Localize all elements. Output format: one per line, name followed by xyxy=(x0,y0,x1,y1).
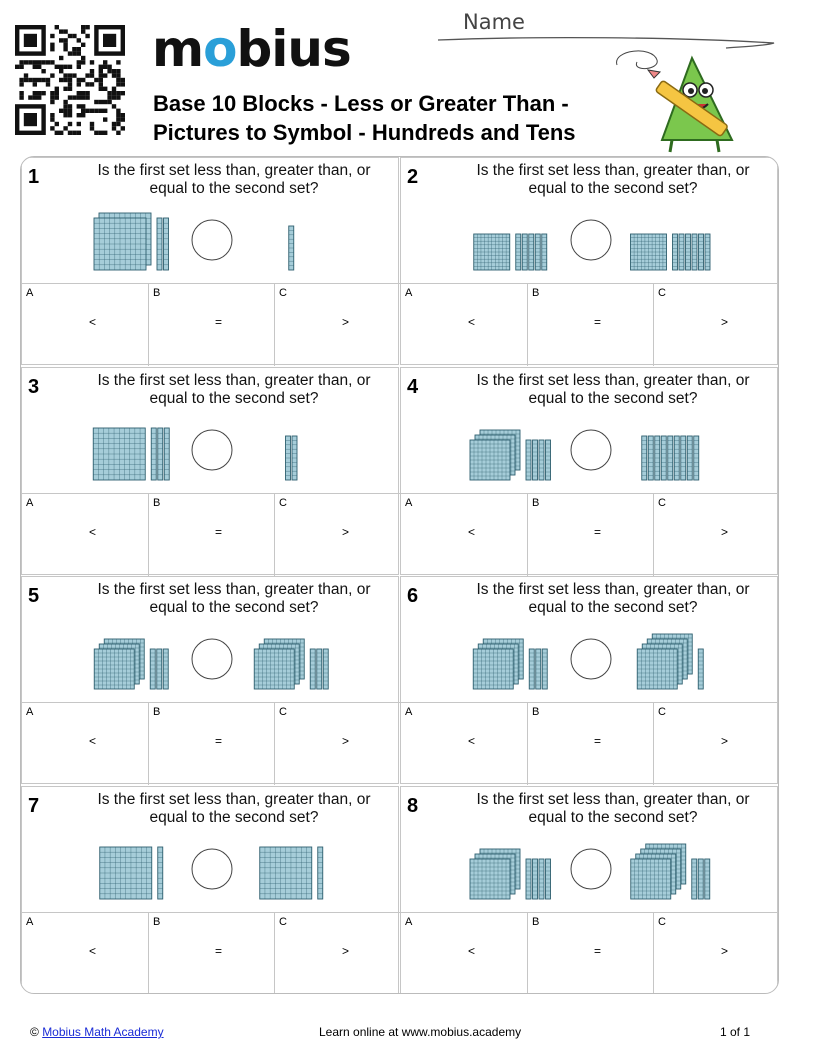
comparison-circle[interactable] xyxy=(192,430,232,470)
answer-choices xyxy=(401,702,779,785)
choice-a[interactable] xyxy=(401,703,527,785)
problem-number: 2 xyxy=(407,166,419,188)
choice-symbol: < xyxy=(468,734,476,748)
problem-number: 8 xyxy=(407,794,419,817)
right-set-blocks xyxy=(286,436,298,480)
choice-letter: B xyxy=(532,915,540,928)
title-line-2: Pictures to Symbol - Hundreds and Tens xyxy=(153,120,576,145)
choice-c[interactable] xyxy=(653,284,779,366)
choice-symbol: > xyxy=(721,734,729,748)
left-set-blocks xyxy=(473,639,547,689)
choice-c[interactable] xyxy=(274,913,400,995)
choice-letter: A xyxy=(405,706,413,718)
right-set-blocks xyxy=(260,847,323,899)
comparison-circle[interactable] xyxy=(571,220,611,260)
choice-b[interactable] xyxy=(148,494,274,576)
choice-symbol: > xyxy=(342,524,350,539)
problem-number: 4 xyxy=(407,375,419,398)
problem-4 xyxy=(400,367,778,575)
choice-symbol: > xyxy=(721,943,729,958)
question-text: Is the first set less than, greater than, or equal to the second set? xyxy=(97,162,371,197)
comparison-circle[interactable] xyxy=(571,849,611,889)
choice-a[interactable] xyxy=(401,494,527,576)
choice-letter: B xyxy=(532,287,540,299)
left-set-blocks xyxy=(470,430,551,480)
page-number: 1 of 1 xyxy=(720,1025,751,1039)
question-text: Is the first set less than, greater than, or equal to the second set? xyxy=(476,581,750,616)
base-ten-figure xyxy=(401,200,779,282)
choice-symbol: < xyxy=(468,315,476,329)
choice-b[interactable] xyxy=(527,703,653,785)
choice-symbol: > xyxy=(342,943,350,958)
choice-symbol: > xyxy=(721,315,729,329)
choice-b[interactable] xyxy=(527,913,653,995)
right-set-blocks xyxy=(631,844,710,899)
footer-left xyxy=(30,1025,164,1039)
choice-letter: C xyxy=(658,915,666,928)
choice-a[interactable] xyxy=(401,284,527,366)
choice-a[interactable] xyxy=(22,703,148,785)
choice-symbol: > xyxy=(721,524,729,539)
choice-b[interactable] xyxy=(148,913,274,995)
choice-letter: A xyxy=(26,706,34,718)
choice-symbol: < xyxy=(89,524,97,539)
choice-letter: C xyxy=(658,706,666,718)
choice-letter: B xyxy=(153,496,161,509)
choice-letter: B xyxy=(153,287,161,299)
choice-letter: B xyxy=(153,915,161,928)
question-text: Is the first set less than, greater than, or equal to the second set? xyxy=(97,790,371,826)
choice-symbol: = xyxy=(215,734,223,748)
choice-letter: B xyxy=(532,496,540,509)
page-title xyxy=(153,89,576,147)
choice-symbol: = xyxy=(594,315,602,329)
academy-link[interactable]: Mobius Math Academy xyxy=(42,1025,164,1039)
choice-b[interactable] xyxy=(527,494,653,576)
choice-letter: A xyxy=(405,287,413,299)
answer-choices xyxy=(22,493,400,576)
base-ten-figure xyxy=(401,619,779,701)
choice-b[interactable] xyxy=(527,284,653,366)
mascot-pencil-icon xyxy=(612,40,742,160)
answer-choices xyxy=(401,493,779,576)
base-ten-figure xyxy=(22,829,400,911)
choice-letter: A xyxy=(26,915,34,928)
title-line-1: Base 10 Blocks - Less or Greater Than - xyxy=(153,91,569,116)
choice-a[interactable] xyxy=(22,284,148,366)
problem-1 xyxy=(21,157,399,365)
choice-letter: A xyxy=(26,496,34,509)
answer-choices xyxy=(22,283,400,366)
choice-letter: C xyxy=(658,287,666,299)
answer-choices xyxy=(401,912,779,995)
problem-number: 3 xyxy=(28,375,40,398)
comparison-circle[interactable] xyxy=(571,639,611,679)
mobius-logo xyxy=(152,20,351,78)
choice-c[interactable] xyxy=(653,494,779,576)
choice-letter: B xyxy=(532,706,540,718)
choice-letter: C xyxy=(279,496,287,509)
answer-choices xyxy=(401,283,779,366)
question-text: Is the first set less than, greater than, or equal to the second set? xyxy=(476,371,750,407)
left-set-blocks xyxy=(100,847,163,899)
problem-8 xyxy=(400,786,778,994)
choice-symbol: > xyxy=(342,315,350,329)
answer-choices xyxy=(22,702,400,785)
question-text: Is the first set less than, greater than, or equal to the second set? xyxy=(476,162,750,197)
choice-a[interactable] xyxy=(22,913,148,995)
problem-2 xyxy=(400,157,778,365)
choice-letter: C xyxy=(279,915,287,928)
choice-symbol: = xyxy=(594,524,602,539)
answer-choices xyxy=(22,912,400,995)
logo-text: mobius xyxy=(152,20,351,78)
problem-number: 1 xyxy=(28,166,40,188)
left-set-blocks xyxy=(474,234,547,270)
right-set-blocks xyxy=(642,436,699,480)
base-ten-figure xyxy=(22,200,400,282)
right-set-blocks xyxy=(289,226,294,270)
choice-letter: A xyxy=(26,287,34,299)
right-set-blocks xyxy=(637,634,703,689)
choice-symbol: < xyxy=(468,524,476,539)
choice-c[interactable] xyxy=(274,494,400,576)
choice-c[interactable] xyxy=(653,703,779,785)
problems-grid xyxy=(20,156,779,994)
choice-c[interactable] xyxy=(274,284,400,366)
comparison-circle[interactable] xyxy=(192,639,232,679)
question-text: Is the first set less than, greater than, or equal to the second set? xyxy=(476,790,750,826)
choice-c[interactable] xyxy=(653,913,779,995)
comparison-circle[interactable] xyxy=(571,430,611,470)
base-ten-figure xyxy=(401,410,779,492)
choice-symbol: = xyxy=(215,315,223,329)
problem-number: 7 xyxy=(28,794,40,817)
problem-6 xyxy=(400,576,778,784)
comparison-circle[interactable] xyxy=(192,220,232,260)
choice-symbol: < xyxy=(89,943,97,958)
choice-a[interactable] xyxy=(401,913,527,995)
choice-letter: C xyxy=(279,706,287,718)
choice-symbol: < xyxy=(89,315,97,329)
left-set-blocks xyxy=(94,639,168,689)
question-text: Is the first set less than, greater than, or equal to the second set? xyxy=(97,371,371,407)
left-set-blocks xyxy=(93,428,169,480)
left-set-blocks xyxy=(470,849,551,899)
base-ten-figure xyxy=(22,410,400,492)
footer-center: Learn online at www.mobius.academy xyxy=(319,1025,522,1039)
choice-letter: C xyxy=(279,287,287,299)
choice-symbol: < xyxy=(89,734,97,748)
choice-b[interactable] xyxy=(148,284,274,366)
right-set-blocks xyxy=(254,639,328,689)
choice-symbol: = xyxy=(594,943,602,958)
choice-symbol: > xyxy=(342,734,350,748)
choice-letter: C xyxy=(658,496,666,509)
choice-c[interactable] xyxy=(274,703,400,785)
choice-symbol: < xyxy=(468,943,476,958)
right-set-blocks xyxy=(631,234,711,270)
qr-code xyxy=(15,25,130,137)
left-set-blocks xyxy=(94,213,169,270)
question-text: Is the first set less than, greater than, or equal to the second set? xyxy=(97,581,371,616)
choice-symbol: = xyxy=(215,943,223,958)
choice-b[interactable] xyxy=(148,703,274,785)
problem-5 xyxy=(21,576,399,784)
base-ten-figure xyxy=(401,829,779,911)
name-label: Name xyxy=(463,10,525,34)
comparison-circle[interactable] xyxy=(192,849,232,889)
choice-letter: B xyxy=(153,706,161,718)
base-ten-figure xyxy=(22,619,400,701)
problem-number: 5 xyxy=(28,585,40,607)
problem-number: 6 xyxy=(407,585,419,607)
problem-7 xyxy=(21,786,399,994)
choice-letter: A xyxy=(405,915,413,928)
problem-3 xyxy=(21,367,399,575)
choice-letter: A xyxy=(405,496,413,509)
copyright-symbol: © xyxy=(30,1025,39,1039)
choice-symbol: = xyxy=(215,524,223,539)
choice-a[interactable] xyxy=(22,494,148,576)
choice-symbol: = xyxy=(594,734,602,748)
